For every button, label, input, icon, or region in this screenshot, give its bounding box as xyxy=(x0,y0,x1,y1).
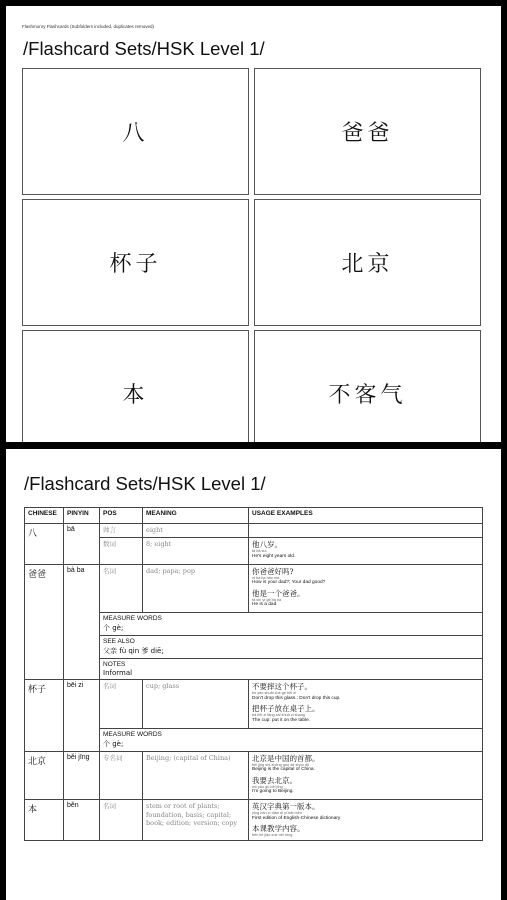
example-english: He is a dad. xyxy=(252,602,278,608)
flashcard[interactable]: 爸爸 xyxy=(254,68,481,195)
pinyin-cell: běn xyxy=(64,800,100,840)
usage-cell xyxy=(249,680,483,729)
table-row xyxy=(25,564,483,613)
note-label: MEASURE WORDS xyxy=(103,730,162,738)
example-chinese: 把杯子放在桌子上。 xyxy=(252,704,320,714)
table-header-row xyxy=(25,508,483,524)
meaning-cell: eight xyxy=(143,524,249,538)
column-header-meaning: MEANING xyxy=(143,508,249,524)
pinyin-cell: bā xyxy=(64,524,100,565)
pinyin-cell: bà ba xyxy=(64,564,100,680)
chinese-cell: 北京 xyxy=(25,751,64,800)
example-pinyin: bù yào shuāi zhè gè bēi zi xyxy=(252,691,296,696)
flashcard[interactable]: 北京 xyxy=(254,199,481,326)
meaning-cell: cup; glass xyxy=(143,680,249,729)
column-header-usage-examples: USAGE EXAMPLES xyxy=(249,508,483,524)
pos-cell: 专名词 xyxy=(100,751,143,800)
pos-cell: 名词 xyxy=(100,680,143,729)
note-label: SEE ALSO xyxy=(103,638,135,646)
pinyin-cell: bēi zi xyxy=(64,680,100,752)
pos-cell: 帅言 xyxy=(100,524,143,538)
example-pinyin: wǒ yào qù běi jīng xyxy=(252,784,283,789)
usage-cell xyxy=(249,751,483,800)
example-chinese: 英汉字典第一版本。 xyxy=(252,802,320,812)
example-chinese: 他是一个爸爸。 xyxy=(252,588,305,598)
pos-cell: 名词 xyxy=(100,564,143,613)
usage-cell xyxy=(249,800,483,840)
example-english: First edition of English-Chinese dictionary xyxy=(252,816,341,822)
note-value: 个 gè; xyxy=(103,739,124,748)
note-value: 父亲 fù qin 爹 diē; xyxy=(103,647,164,656)
meaning-cell: dad; papa; pop xyxy=(143,564,249,613)
table-row xyxy=(25,751,483,800)
example-english: How is your dad?; Your dad good? xyxy=(252,580,326,586)
column-header-chinese: CHINESE xyxy=(25,508,64,524)
meaning-cell: 8; eight xyxy=(143,538,249,565)
flashcard-page xyxy=(6,6,501,442)
chinese-cell: 爸爸 xyxy=(25,564,64,680)
chinese-cell: 八 xyxy=(25,524,64,565)
note-label: MEASURE WORDS xyxy=(103,615,162,623)
vocabulary-page xyxy=(6,449,501,900)
example-chinese: 本课教学内容。 xyxy=(252,824,305,834)
note-value: Informal xyxy=(103,669,133,678)
example-pinyin: běi jīng shì zhōng guó de shǒu dū xyxy=(252,762,309,767)
flashcard[interactable]: 不客气 xyxy=(254,330,481,442)
meaning-cell: Beijing; (capital of China) xyxy=(143,751,249,800)
example-pinyin: běn kè jiào xué nèi róng xyxy=(252,833,293,838)
chinese-cell: 杯子 xyxy=(25,680,64,752)
example-pinyin: nǐ bà ba hǎo ma xyxy=(252,575,280,580)
flashcard[interactable]: 八 xyxy=(22,68,249,195)
notes-cell xyxy=(100,659,483,680)
page-title: /Flashcard Sets/HSK Level 1/ xyxy=(24,473,266,494)
example-pinyin: yīng hàn zì diǎn dì yī bǎn běn xyxy=(252,811,302,816)
column-header-pinyin: PINYIN xyxy=(64,508,100,524)
example-chinese: 我要去北京。 xyxy=(252,775,297,785)
pos-cell: 数词 xyxy=(100,538,143,565)
usage-cell xyxy=(249,564,483,613)
note-label: NOTES xyxy=(103,661,126,669)
example-pinyin: tā shì yí gè bà ba xyxy=(252,597,282,602)
example-pinyin: bǎ bēi zi fàng zài zhuō zi shang xyxy=(252,713,305,718)
example-chinese: 他八岁。 xyxy=(252,540,282,549)
flashcard[interactable]: 杯子 xyxy=(22,199,249,326)
table-row xyxy=(25,800,483,840)
table-row xyxy=(25,680,483,729)
example-english: The cup: put it on the table. xyxy=(252,717,311,723)
column-header-pos: POS xyxy=(100,508,143,524)
note-value: 个 gè; xyxy=(103,624,124,633)
usage-cell xyxy=(249,538,483,565)
example-english: I'm going to Beijing. xyxy=(252,789,294,795)
chinese-cell: 本 xyxy=(25,800,64,840)
pinyin-cell: běi jīng xyxy=(64,751,100,800)
example-chinese: 北京是中国的首都。 xyxy=(252,753,320,763)
flashcard[interactable]: 本 xyxy=(22,330,249,442)
example-pinyin: tā bā suì xyxy=(252,549,267,553)
vocabulary-table xyxy=(24,507,483,841)
example-english: Beijing is the capital of China. xyxy=(252,767,315,773)
page-title: /Flashcard Sets/HSK Level 1/ xyxy=(23,38,265,59)
document-header: Flashmonry Flashcards (Subfolders included, duplicates removed) xyxy=(22,24,155,29)
usage-cell xyxy=(249,524,483,538)
pos-cell: 名词 xyxy=(100,800,143,840)
measure-words-cell xyxy=(100,613,483,636)
table-row xyxy=(25,524,483,538)
example-english: He's eight years old. xyxy=(252,553,296,559)
see-also-cell xyxy=(100,636,483,659)
example-chinese: 你爸爸好吗? xyxy=(252,566,294,576)
example-english: Don't drop this glass.; Don't drop this cup. xyxy=(252,695,341,701)
measure-words-cell xyxy=(100,728,483,751)
example-chinese: 不要摔这个杯子。 xyxy=(252,682,312,692)
meaning-cell: stem or root of plants; foundation, basis; capital; book; edition; version; copy xyxy=(143,800,249,840)
